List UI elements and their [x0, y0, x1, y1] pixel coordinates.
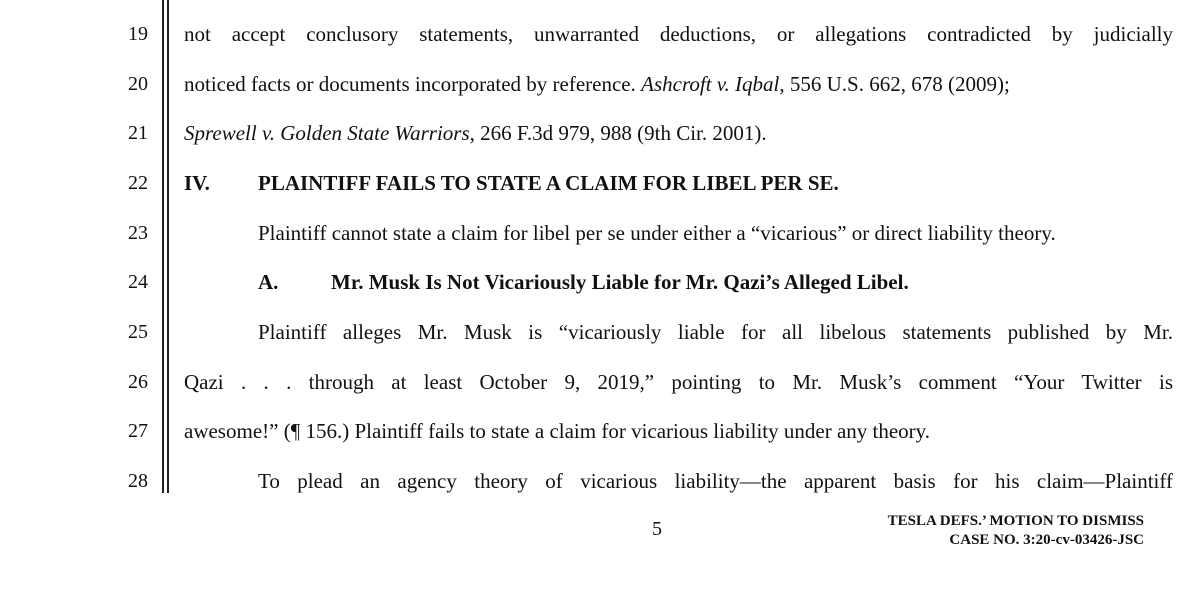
line-number: 25: [128, 321, 148, 343]
line-number: 19: [128, 23, 148, 45]
body-line-25: Plaintiff alleges Mr. Musk is “vicariously liable for all libelous statements published by Mr.: [258, 320, 1173, 344]
line-number: 23: [128, 222, 148, 244]
case-citation: Ashcroft v. Iqbal: [641, 72, 780, 96]
footer-caption: [888, 512, 1144, 550]
margin-rule-inner: [167, 0, 169, 493]
body-line-21: [184, 120, 767, 146]
line-number: 26: [128, 371, 148, 393]
line-number: 22: [128, 172, 148, 194]
line-number: 27: [128, 420, 148, 442]
line-text: , 556 U.S. 662, 678 (2009);: [779, 72, 1010, 96]
footer-case-number: CASE NO. 3:20-cv-03426-JSC: [949, 532, 1144, 548]
body-line-20: [184, 71, 1173, 97]
line-number: 21: [128, 122, 148, 144]
line-number: 24: [128, 271, 148, 293]
line-number: 20: [128, 73, 148, 95]
subsection-heading: Mr. Musk Is Not Vicariously Liable for Mr. Qazi’s Alleged Libel.: [331, 270, 909, 294]
body-line-28: To plead an agency theory of vicarious liability—the apparent basis for his claim—Plaintiff: [258, 469, 1173, 493]
line-text: noticed facts or documents incorporated by reference.: [184, 72, 642, 96]
footer-title: TESLA DEFS.’ MOTION TO DISMISS: [887, 513, 1144, 529]
body-line-19: not accept conclusory statements, unwarranted deductions, or allegations contradicted by judicially: [184, 22, 1173, 46]
subsection-letter: A.: [258, 270, 279, 294]
body-line-27: awesome!” (¶ 156.) Plaintiff fails to state a claim for vicarious liability under any theory.: [184, 419, 931, 443]
section-heading: PLAINTIFF FAILS TO STATE A CLAIM FOR LIBEL PER SE.: [258, 171, 839, 195]
page-number: 5: [652, 518, 662, 540]
body-line-23: Plaintiff cannot state a claim for libel per se under either a “vicarious” or direct liability theory.: [258, 221, 1056, 245]
case-citation: Sprewell v. Golden State Warriors: [184, 121, 470, 145]
body-line-26: Qazi . . . through at least October 9, 2019,” pointing to Mr. Musk’s comment “Your Twitter is: [184, 370, 1173, 394]
section-number: IV.: [184, 171, 210, 195]
line-number: 28: [128, 470, 148, 492]
margin-rule-outer: [162, 0, 164, 493]
line-text: , 266 F.3d 979, 988 (9th Cir. 2001).: [469, 121, 767, 145]
